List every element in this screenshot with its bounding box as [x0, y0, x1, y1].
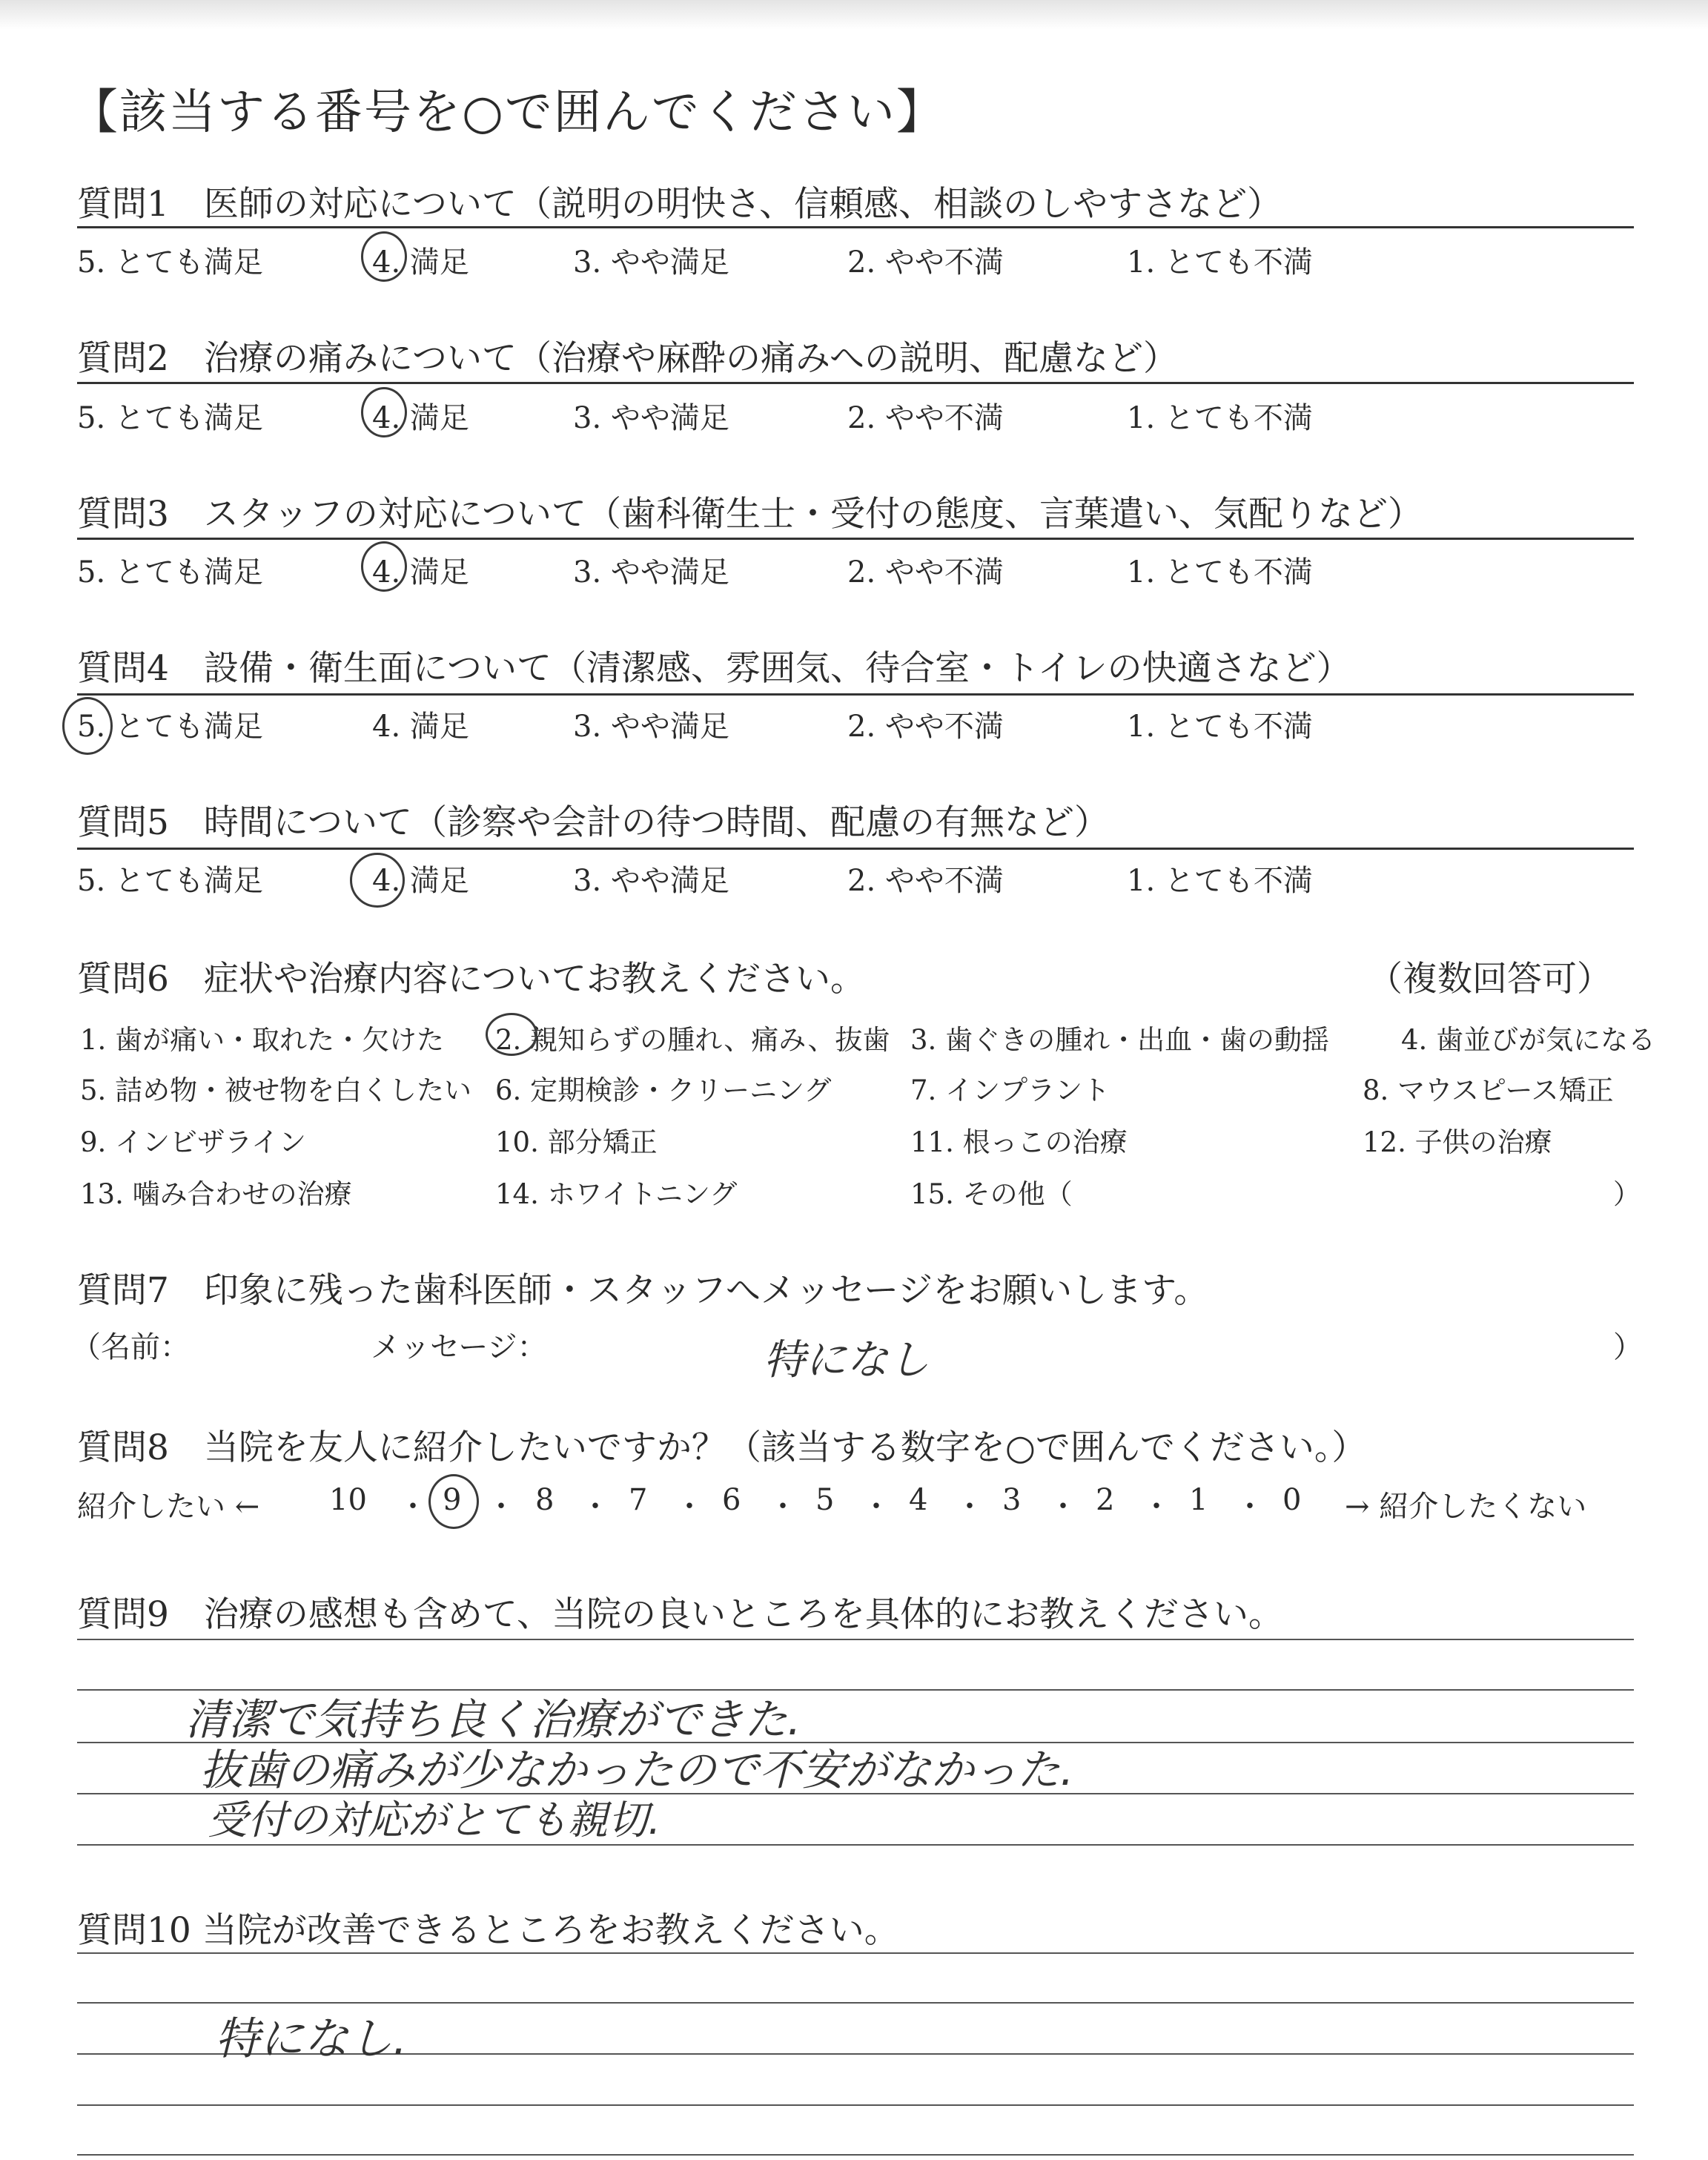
q5-option-2[interactable]: 2. やや不満	[847, 864, 1004, 898]
q4-option-2[interactable]: 2. やや不満	[847, 710, 1004, 744]
page-title: 【該当する番号を○で囲んでください】	[70, 85, 945, 140]
q8-right-label: → 紹介したくない	[1345, 1490, 1587, 1524]
q10-answer-line-1: 特になし.	[215, 2013, 408, 2065]
question-5-rule	[77, 848, 1634, 850]
q5-option-3[interactable]: 3. やや満足	[573, 864, 729, 898]
q6-item-10[interactable]: 10. 部分矯正	[495, 1126, 658, 1158]
q6-item-11[interactable]: 11. 根っこの治療	[910, 1126, 1128, 1158]
q5-option-4[interactable]: 4. 満足	[372, 864, 469, 898]
q9-answer-line-1: 清潔で気持ち良く治療ができた.	[185, 1694, 801, 1745]
q8-score-6[interactable]: 6	[722, 1483, 741, 1517]
question-3-heading: 質問3 スタッフの対応について（歯科衛生士・受付の態度、言葉遣い、気配りなど）	[77, 494, 1423, 535]
q2-option-5[interactable]: 5. とても満足	[77, 401, 263, 435]
q3-option-5[interactable]: 5. とても満足	[77, 555, 263, 589]
q7-close-paren: ）	[1613, 1330, 1643, 1364]
q6-item-8[interactable]: 8. マウスピース矯正	[1363, 1074, 1614, 1106]
q4-selection-circle	[62, 697, 113, 755]
q6-item-13[interactable]: 13. 噛み合わせの治療	[80, 1178, 352, 1210]
q2-option-1[interactable]: 1. とても不満	[1127, 401, 1313, 435]
question-8-heading: 質問8 当院を友人に紹介したいですか？（該当する数字を○で囲んでください。）	[77, 1427, 1367, 1468]
q8-score-7[interactable]: 7	[629, 1483, 648, 1517]
q6-item-6[interactable]: 6. 定期検診・クリーニング	[495, 1074, 832, 1106]
q6-item-5[interactable]: 5. 詰め物・被せ物を白くしたい	[80, 1074, 472, 1106]
question-4-rule	[77, 693, 1634, 696]
q8-dot: ・	[1048, 1490, 1078, 1524]
q8-dot: ・	[398, 1490, 428, 1524]
q6-item-14[interactable]: 14. ホワイトニング	[495, 1178, 738, 1210]
question-1-rule	[77, 226, 1634, 228]
q1-option-5[interactable]: 5. とても満足	[77, 245, 263, 280]
question-10-heading: 質問10 当院が改善できるところをお教えください。	[77, 1910, 899, 1951]
q6-other-close-paren: ）	[1613, 1178, 1641, 1210]
question-2-rule	[77, 382, 1634, 384]
q8-score-8[interactable]: 8	[535, 1483, 555, 1517]
q7-name-label: （名前：	[71, 1330, 190, 1364]
q8-dot: ・	[955, 1490, 984, 1524]
q9-answer-line-3: 受付の対応がとても親切.	[208, 1797, 661, 1843]
writing-line	[77, 1639, 1634, 1640]
q3-option-1[interactable]: 1. とても不満	[1127, 555, 1313, 589]
q8-score-5[interactable]: 5	[815, 1483, 835, 1517]
q8-dot: ・	[861, 1490, 891, 1524]
q8-selection-circle	[428, 1474, 479, 1529]
q3-option-4[interactable]: 4. 満足	[372, 555, 469, 589]
q3-option-2[interactable]: 2. やや不満	[847, 555, 1004, 589]
q2-selection-circle	[361, 387, 407, 437]
question-1-heading: 質問1 医師の対応について（説明の明快さ、信頼感、相談のしやすさなど）	[77, 184, 1282, 225]
question-4-heading: 質問4 設備・衛生面について（清潔感、雰囲気、待合室・トイレの快適さなど）	[77, 648, 1351, 689]
question-6-heading: 質問6 症状や治療内容についてお教えください。	[77, 959, 865, 1000]
q6-item-1[interactable]: 1. 歯が痛い・取れた・欠けた	[80, 1024, 445, 1056]
q4-option-4[interactable]: 4. 満足	[372, 710, 469, 744]
q7-message-label: メッセージ：	[371, 1330, 547, 1364]
q4-option-1[interactable]: 1. とても不満	[1127, 710, 1313, 744]
q3-option-3[interactable]: 3. やや満足	[573, 555, 729, 589]
q8-dot: ・	[486, 1490, 516, 1524]
q8-score-10[interactable]: 10	[329, 1483, 367, 1517]
scan-top-edge	[0, 0, 1708, 30]
q3-selection-circle	[361, 541, 407, 592]
q6-item-15[interactable]: 15. その他（	[910, 1178, 1073, 1210]
q8-score-9[interactable]: 9	[443, 1483, 462, 1517]
q6-item-2[interactable]: 2. 親知らずの腫れ、痛み、抜歯	[495, 1024, 890, 1056]
q6-item-12[interactable]: 12. 子供の治療	[1363, 1126, 1552, 1158]
q6-item-4[interactable]: 4. 歯並びが気になる	[1401, 1024, 1656, 1056]
q4-option-5[interactable]: 5. とても満足	[77, 710, 263, 744]
q5-selection-circle	[350, 853, 405, 908]
q4-option-3[interactable]: 3. やや満足	[573, 710, 729, 744]
q5-option-1[interactable]: 1. とても不満	[1127, 864, 1313, 898]
q2-option-4[interactable]: 4. 満足	[372, 401, 469, 435]
q8-dot: ・	[580, 1490, 610, 1524]
q6-item-3[interactable]: 3. 歯ぐきの腫れ・出血・歯の動揺	[910, 1024, 1330, 1056]
question-5-heading: 質問5 時間について（診察や会計の待つ時間、配慮の有無など）	[77, 802, 1109, 843]
q2-option-2[interactable]: 2. やや不満	[847, 401, 1004, 435]
q5-option-5[interactable]: 5. とても満足	[77, 864, 263, 898]
q8-dot: ・	[1235, 1490, 1265, 1524]
q1-option-4[interactable]: 4. 満足	[372, 245, 469, 280]
q8-dot: ・	[768, 1490, 798, 1524]
question-7-heading: 質問7 印象に残った歯科医師・スタッフへメッセージをお願いします。	[77, 1270, 1209, 1311]
q7-handwritten-message: 特になし	[764, 1336, 930, 1384]
q6-item-9[interactable]: 9. インビザライン	[80, 1126, 306, 1158]
q8-dot: ・	[1142, 1490, 1171, 1524]
q9-answer-line-2: 抜歯の痛みが少なかったので不安がなかった.	[200, 1745, 1074, 1795]
q1-selection-circle	[361, 231, 407, 282]
q8-score-3[interactable]: 3	[1002, 1483, 1022, 1517]
q6-item-7[interactable]: 7. インプラント	[910, 1074, 1110, 1106]
q8-score-1[interactable]: 1	[1189, 1483, 1208, 1517]
writing-line	[77, 2154, 1634, 2156]
writing-line	[77, 1952, 1634, 1954]
question-6-note: （複数回答可）	[1368, 959, 1612, 1000]
q8-score-4[interactable]: 4	[909, 1483, 928, 1517]
q8-score-2[interactable]: 2	[1096, 1483, 1115, 1517]
q2-option-3[interactable]: 3. やや満足	[573, 401, 729, 435]
writing-line	[77, 2104, 1634, 2106]
q6-selection-circle	[486, 1013, 537, 1056]
q8-left-label: 紹介したい ←	[77, 1490, 260, 1524]
q1-option-2[interactable]: 2. やや不満	[847, 245, 1004, 280]
question-2-heading: 質問2 治療の痛みについて（治療や麻酔の痛みへの説明、配慮など）	[77, 338, 1179, 379]
question-9-heading: 質問9 治療の感想も含めて、当院の良いところを具体的にお教えください。	[77, 1594, 1283, 1635]
q1-option-1[interactable]: 1. とても不満	[1127, 245, 1313, 280]
q8-score-0[interactable]: 0	[1282, 1483, 1302, 1517]
q8-dot: ・	[675, 1490, 704, 1524]
question-3-rule	[77, 538, 1634, 540]
q1-option-3[interactable]: 3. やや満足	[573, 245, 729, 280]
